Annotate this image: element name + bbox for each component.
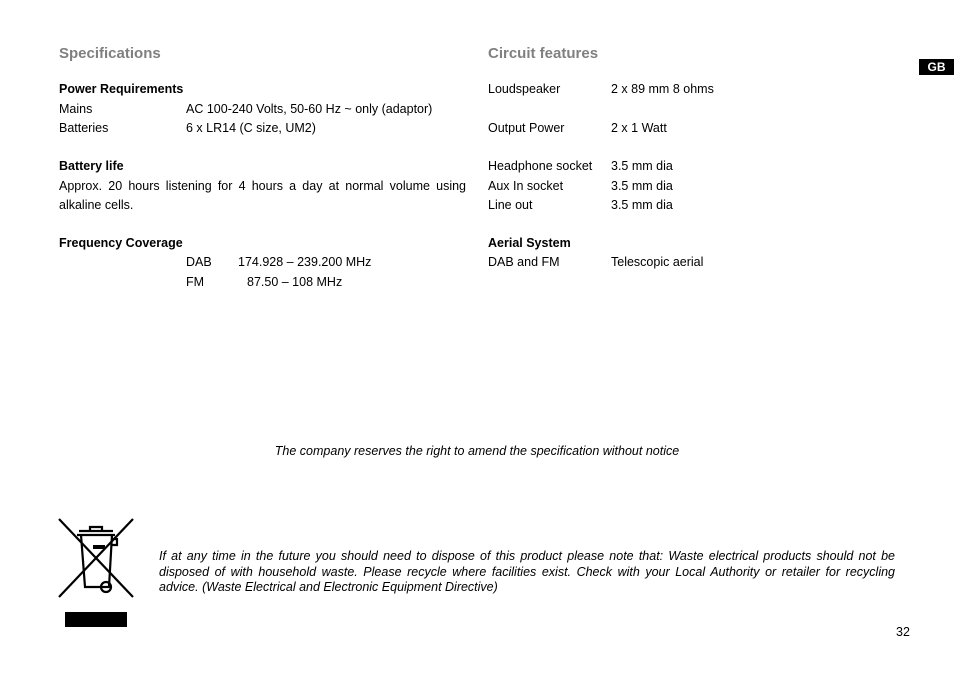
weee-line-2: disposed of with household waste. Please recycle where facilities exist. Check with your Local Authority or retailer for recycling: [159, 565, 895, 579]
aerial-value: Telescopic aerial: [611, 255, 704, 269]
aux-in-socket-label: Aux In socket: [488, 179, 564, 193]
mains-value: AC 100-240 Volts, 50-60 Hz ~ only (adaptor): [186, 102, 433, 116]
aerial-label: DAB and FM: [488, 255, 560, 269]
crossed-out-wheelie-bin-icon: [57, 517, 135, 599]
battery-life-line-1: Approx. 20 hours listening for 4 hours a day at normal volume using: [59, 179, 466, 193]
frequency-coverage-heading: Frequency Coverage: [59, 236, 183, 250]
battery-life-line-2: alkaline cells.: [59, 198, 134, 212]
circuit-features-heading: Circuit features: [488, 45, 599, 62]
mains-label: Mains: [59, 102, 93, 116]
specifications-heading: Specifications: [59, 45, 161, 62]
language-tab-gb: GB: [919, 59, 954, 75]
weee-line-3: advice. (Waste Electrical and Electronic Equipment Directive): [159, 580, 498, 594]
power-requirements-heading: Power Requirements: [59, 82, 184, 96]
weee-line-1: If at any time in the future you should need to dispose of this product please note that: Waste electrical products should not be: [159, 549, 895, 563]
fm-range-value: 87.50 – 108 MHz: [247, 275, 343, 289]
dab-band-label: DAB: [186, 255, 212, 269]
batteries-value: 6 x LR14 (C size, UM2): [186, 121, 316, 135]
output-power-label: Output Power: [488, 121, 565, 135]
battery-life-heading: Battery life: [59, 159, 124, 173]
headphone-socket-label: Headphone socket: [488, 159, 593, 173]
batteries-label: Batteries: [59, 121, 109, 135]
dab-range-value: 174.928 – 239.200 MHz: [238, 255, 372, 269]
line-out-value: 3.5 mm dia: [611, 198, 673, 212]
line-out-label: Line out: [488, 198, 533, 212]
weee-black-bar: [65, 612, 127, 627]
headphone-socket-value: 3.5 mm dia: [611, 159, 673, 173]
aux-in-socket-value: 3.5 mm dia: [611, 179, 673, 193]
page-number: 32: [896, 625, 910, 639]
loudspeaker-label: Loudspeaker: [488, 82, 561, 96]
fm-band-label: FM: [186, 275, 205, 289]
amendment-notice: The company reserves the right to amend the specification without notice: [274, 444, 680, 458]
loudspeaker-value: 2 x 89 mm 8 ohms: [611, 82, 714, 96]
output-power-value: 2 x 1 Watt: [611, 121, 667, 135]
aerial-system-heading: Aerial System: [488, 236, 571, 250]
